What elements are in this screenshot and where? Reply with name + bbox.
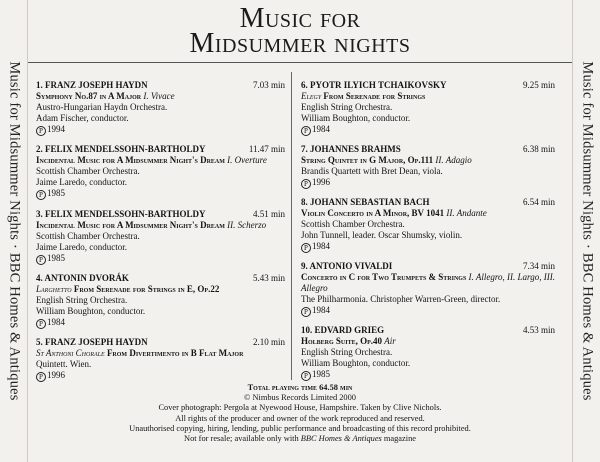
title-divider <box>28 62 572 63</box>
track-year: 1996 <box>312 177 330 187</box>
track-phonogram <box>301 241 555 253</box>
track-phonogram <box>301 177 555 189</box>
track-composer: 3. FELIX MENDELSSOHN-BARTHOLDY <box>36 209 206 219</box>
track-duration: 11.47 min <box>248 144 285 154</box>
track-performer: The Philharmonia. Christopher Warren-Green, director. <box>301 294 501 304</box>
track-heading <box>301 325 555 336</box>
track-duration: 4.53 min <box>522 325 555 335</box>
phonogram-icon: P <box>301 243 311 253</box>
track-work <box>36 284 285 295</box>
track-movement: Air <box>384 336 396 346</box>
track-composer: 1. FRANZ JOSEPH HAYDN <box>36 80 148 90</box>
resale-notice <box>28 434 572 444</box>
track-work-title: Elegy <box>301 91 322 101</box>
track-heading <box>36 337 285 348</box>
track-composer: 7. JOHANNES BRAHMS <box>301 144 401 154</box>
track-year: 1984 <box>312 305 330 315</box>
track <box>301 261 555 317</box>
track-work-description: From Serenade for Strings <box>323 91 426 101</box>
phonogram-icon: P <box>36 190 46 200</box>
track-performer: English String Orchestra. <box>301 102 393 112</box>
spine-left <box>0 0 28 462</box>
track-heading <box>301 80 555 91</box>
track-duration: 2.10 min <box>252 337 285 347</box>
track-phonogram <box>36 188 285 200</box>
phonogram-icon: P <box>301 179 311 189</box>
track-movement: I. Allegro, II. Largo, III. Allegro <box>301 272 555 293</box>
track-movement: II. Adagio <box>435 155 472 165</box>
track-duration: 6.38 min <box>522 144 555 154</box>
track-heading <box>301 144 555 155</box>
phonogram-icon: P <box>301 371 311 381</box>
phonogram-icon: P <box>36 126 46 136</box>
track <box>36 337 285 382</box>
track <box>36 209 285 265</box>
track-work-description: Incidental Music for A Midsummer Night's Dream <box>36 220 225 230</box>
spine-right <box>572 0 600 462</box>
track-work <box>301 155 555 166</box>
track-work-title: Larghetto <box>36 284 72 294</box>
track-performer: Scottish Chamber Orchestra. <box>36 166 140 176</box>
track-performer: John Tunnell, leader. Oscar Shumsky, violin. <box>301 230 463 240</box>
track-performer: Brandis Quartett with Bret Dean, viola. <box>301 166 443 176</box>
track-phonogram <box>36 253 285 265</box>
resale-suffix: magazine <box>383 434 416 444</box>
track-year: 1984 <box>312 241 330 251</box>
track-work-description: Incidental Music for A Midsummer Night's Dream <box>36 155 225 165</box>
album-title <box>28 3 572 59</box>
track-performer: William Boughton, conductor. <box>301 113 411 123</box>
track-work-description: From Serenade for Strings in E, Op.22 <box>73 284 220 294</box>
track-phonogram <box>301 124 555 136</box>
track-duration: 4.51 min <box>252 209 285 219</box>
track-performer: English String Orchestra. <box>36 295 128 305</box>
track-performer: William Boughton, conductor. <box>36 306 146 316</box>
album-title-line-2: Midsummer nights <box>189 28 411 59</box>
column-divider <box>291 72 292 380</box>
track-composer: 9. ANTONIO VIVALDI <box>301 261 393 271</box>
track-work <box>36 348 285 359</box>
track-work-description: Concerto in C for Two Trumpets & Strings <box>301 272 467 282</box>
phonogram-icon: P <box>36 255 46 265</box>
phonogram-icon: P <box>36 372 46 382</box>
spine-left-text: Music for Midsummer Nights · BBC Homes & Antiques <box>6 61 22 401</box>
track <box>36 273 285 329</box>
magazine-name: BBC Homes & Antiques <box>300 434 382 444</box>
track-phonogram <box>36 370 285 382</box>
track-composer: 10. EDVARD GRIEG <box>301 325 385 335</box>
track-performer: William Boughton, conductor. <box>301 358 411 368</box>
copyright-line: © Nimbus Records Limited 2000 <box>244 393 356 403</box>
track-year: 1994 <box>47 124 65 134</box>
resale-prefix: Not for resale; available only with <box>184 434 299 444</box>
track-year: 1984 <box>47 317 65 327</box>
track-movement: II. Scherzo <box>227 220 267 230</box>
track-phonogram <box>301 305 555 317</box>
total-playing-time: Total playing time 64.58 min <box>247 383 353 392</box>
track-heading <box>36 209 285 220</box>
track <box>301 80 555 136</box>
cover-photo-credit: Cover photograph: Pergola at Nyewood House, Hampshire. Taken by Clive Nichols. <box>158 403 442 413</box>
track-performer: Austro-Hungarian Haydn Orchestra. <box>36 102 168 112</box>
track-composer: 2. FELIX MENDELSSOHN-BARTHOLDY <box>36 144 206 154</box>
track-list-right <box>301 80 555 381</box>
track-year: 1996 <box>47 370 65 380</box>
track-heading <box>301 197 555 208</box>
track <box>301 325 555 381</box>
spine-right-text: Music for Midsummer Nights · BBC Homes & Antiques <box>579 61 595 401</box>
track-heading <box>301 261 555 272</box>
track-year: 1985 <box>47 253 65 263</box>
track-work <box>301 91 555 102</box>
track-work <box>36 155 285 166</box>
track-composer: 8. JOHANN SEBASTIAN BACH <box>301 197 430 207</box>
rights-notice: All rights of the producer and owner of the work reproduced and reserved. <box>175 413 425 423</box>
track-movement: I. Overture <box>227 155 267 165</box>
track-duration: 5.43 min <box>252 273 285 283</box>
track-work-description: From Divertimento in B Flat Major <box>106 348 244 358</box>
phonogram-icon: P <box>301 307 311 317</box>
track-work <box>301 272 555 294</box>
track-movement: I. Vivace <box>143 91 175 101</box>
track-performer: Scottish Chamber Orchestra. <box>36 231 140 241</box>
track-duration: 6.54 min <box>522 197 555 207</box>
track-work <box>301 336 555 347</box>
track-work-title: St Anthoni Chorale <box>36 348 105 358</box>
track-year: 1985 <box>47 188 65 198</box>
album-title-line-1: Music for <box>239 3 361 34</box>
track <box>36 144 285 200</box>
phonogram-icon: P <box>36 319 46 329</box>
track-performer: Quintett. Wien. <box>36 359 92 369</box>
track-phonogram <box>36 124 285 136</box>
track-performer: Jaime Laredo, conductor. <box>36 242 127 252</box>
track-performer: Adam Fischer, conductor. <box>36 113 129 123</box>
track-composer: 5. FRANZ JOSEPH HAYDN <box>36 337 148 347</box>
track-duration: 7.03 min <box>252 80 285 90</box>
track <box>301 144 555 189</box>
track-list-left <box>36 80 285 382</box>
track-work <box>36 220 285 231</box>
track-phonogram <box>36 317 285 329</box>
track-performer: English String Orchestra. <box>301 347 393 357</box>
track-work <box>301 208 555 219</box>
track-performer: Scottish Chamber Orchestra. <box>301 219 405 229</box>
track <box>301 197 555 253</box>
track-work-description: Holberg Suite, Op.40 <box>301 336 383 346</box>
track-heading <box>36 80 285 91</box>
track-work <box>36 91 285 102</box>
credits-footer <box>28 383 572 444</box>
track-year: 1984 <box>312 124 330 134</box>
track-work-description: Violin Concerto in A Minor, BV 1041 <box>301 208 445 218</box>
track-movement: II. Andante <box>446 208 487 218</box>
phonogram-icon: P <box>301 126 311 136</box>
track-duration: 9.25 min <box>522 80 555 90</box>
track-work-description: Symphony No.87 in A Major <box>36 91 142 101</box>
track <box>36 80 285 136</box>
track-work-description: String Quintet in G Major, Op.111 <box>301 155 434 165</box>
track-duration: 7.34 min <box>522 261 555 271</box>
track-phonogram <box>301 369 555 381</box>
track-year: 1985 <box>312 369 330 379</box>
track-performer: Jaime Laredo, conductor. <box>36 177 127 187</box>
track-composer: 4. ANTONIN DVORÁK <box>36 273 129 283</box>
track-composer: 6. PYOTR ILYICH TCHAIKOVSKY <box>301 80 447 90</box>
track-heading <box>36 144 285 155</box>
track-heading <box>36 273 285 284</box>
copying-notice: Unauthorised copying, hiring, lending, public performance and broadcasting of this record prohibited. <box>129 423 471 433</box>
